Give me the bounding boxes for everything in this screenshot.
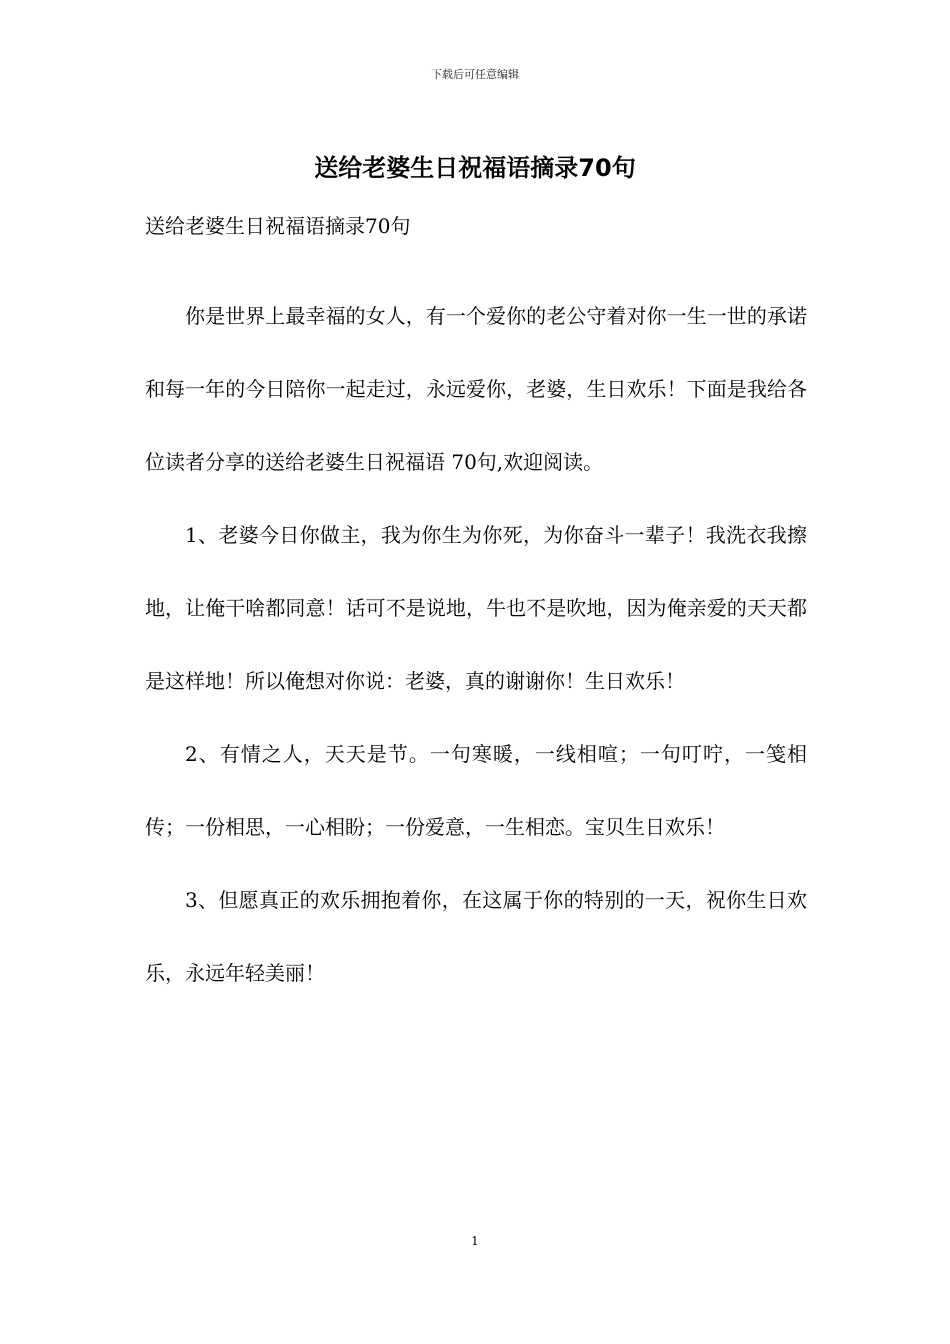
document-body — [145, 206, 807, 1010]
header-note: 下载后可任意编辑 — [431, 68, 519, 81]
document-subtitle: 送给老婆生日祝福语摘录70句 — [145, 214, 411, 238]
page-number: 1 — [471, 1234, 479, 1248]
document-title: 送给老婆生日祝福语摘录70句 — [314, 154, 636, 182]
wish-paragraph-2: 2、有情之人，天天是节。一句寒暖，一线相喧；一句叮咛，一笺相传；一份相思，一心相盼；一份爱意，一生相恋。宝贝生日欢乐！ — [145, 742, 807, 839]
wish-paragraph-1: 1、老婆今日你做主，我为你生为你死，为你奋斗一辈子！我洗衣我擦地，让俺干啥都同意！话可不是说地，牛也不是吹地，因为俺亲爱的天天都是这样地！所以俺想对你说：老婆，真的谢谢你！生日欢乐！ — [145, 523, 807, 693]
wish-paragraph-3: 3、但愿真正的欢乐拥抱着你，在这属于你的特别的一天，祝你生日欢乐，永远年轻美丽！ — [145, 888, 807, 985]
intro-paragraph: 你是世界上最幸福的女人，有一个爱你的老公守着对你一生一世的承诺和每一年的今日陪你一起走过，永远爱你，老婆，生日欢乐！下面是我给各位读者分享的送给老婆生日祝福语 70句,欢迎阅读。 — [145, 304, 807, 474]
